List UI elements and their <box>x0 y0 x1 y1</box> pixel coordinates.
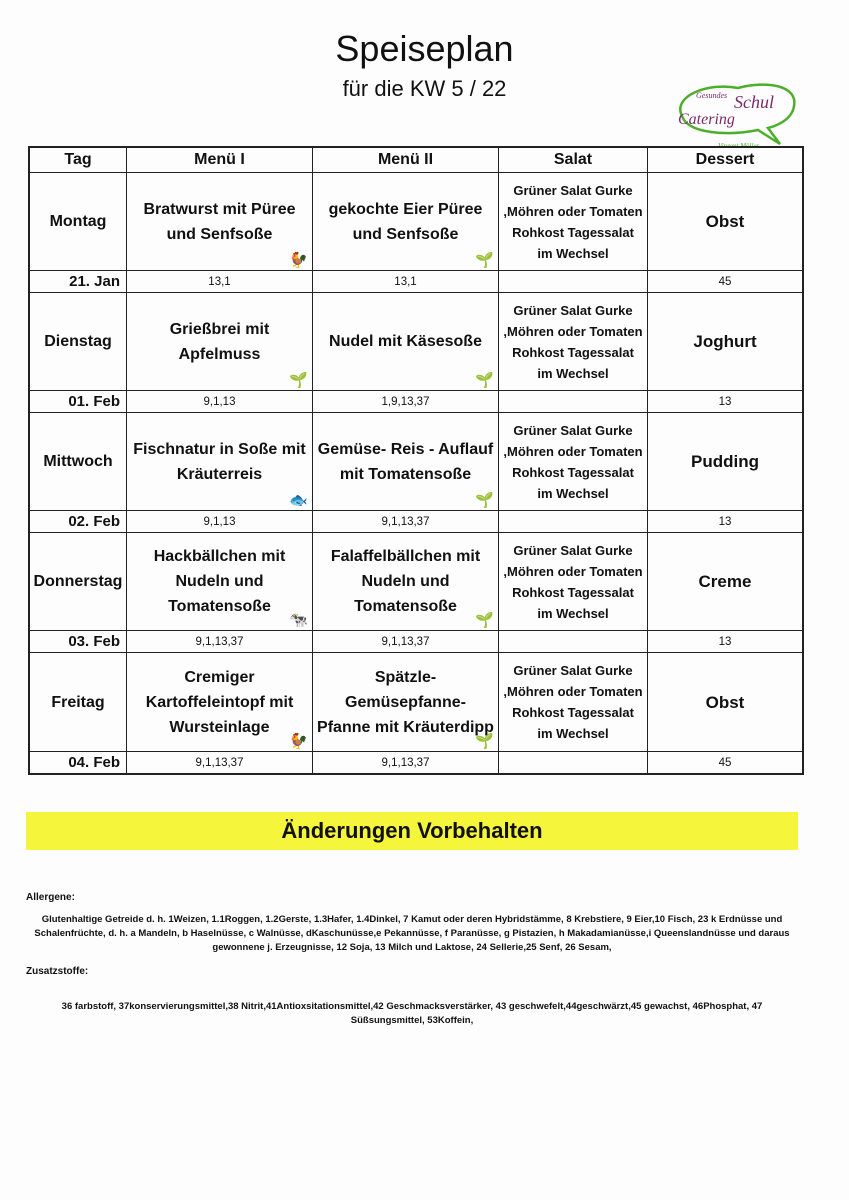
menu1-codes: 9,1,13 <box>127 510 312 532</box>
day-row-friday <box>30 653 802 773</box>
salad-text: Grüner Salat Gurke ,Möhren oder Tomaten Rohkost Tagessalat im Wechsel <box>503 182 643 261</box>
dessert-text: Joghurt <box>693 332 757 351</box>
day-name: Freitag <box>51 693 105 711</box>
page-title: Speiseplan <box>335 28 514 69</box>
svg-text:Gesundes: Gesundes <box>696 91 728 100</box>
salad-text: Grüner Salat Gurke ,Möhren oder Tomaten Rohkost Tagessalat im Wechsel <box>503 302 643 381</box>
salad-codes <box>499 510 647 532</box>
salad-codes <box>499 751 647 773</box>
dessert-text: Creme <box>698 572 752 591</box>
radish-icon: 🌱 <box>475 492 494 509</box>
menu2-dish: Falaffelbällchen mit Nudeln und Tomatensoße 🌱 <box>330 548 494 629</box>
menu1-dish: Bratwurst mit Püree und Senfsoße 🐓 <box>143 200 308 269</box>
menu-table <box>28 146 804 775</box>
menu2-codes: 9,1,13,37 <box>313 751 498 773</box>
table-header <box>30 148 802 173</box>
col-header-day: Tag <box>30 148 127 172</box>
chicken-icon: 🐓 <box>289 733 308 750</box>
col-header-salad: Salat <box>499 148 648 172</box>
menu2-codes: 9,1,13,37 <box>313 510 498 532</box>
menu2-codes: 13,1 <box>313 270 498 292</box>
additives-heading: Zusatzstoffe: <box>26 966 89 977</box>
changes-notice-banner: Änderungen Vorbehalten <box>26 812 798 850</box>
salad-codes <box>499 270 647 292</box>
fish-icon: 🐟 <box>289 492 308 509</box>
salad-text: Grüner Salat Gurke ,Möhren oder Tomaten Rohkost Tagessalat im Wechsel <box>503 663 643 741</box>
day-date: 01. Feb <box>30 390 126 412</box>
menu1-codes: 9,1,13,37 <box>127 751 312 773</box>
catering-logo <box>668 76 800 154</box>
dessert-text: Obst <box>705 212 745 231</box>
menu1-codes: 9,1,13,37 <box>127 630 312 652</box>
menu2-dish: Nudel mit Käsesoße 🌱 <box>329 333 494 389</box>
menu2-dish: gekochte Eier Püree und Senfsoße 🌱 <box>328 200 494 269</box>
dessert-text: Pudding <box>691 452 759 471</box>
col-header-menu1: Menü I <box>127 148 313 172</box>
day-name: Donnerstag <box>33 573 123 590</box>
menu2-codes: 1,9,13,37 <box>313 390 498 412</box>
salad-codes <box>499 630 647 652</box>
allergens-text: Glutenhaltige Getreide d. h. 1Weizen, 1.1Roggen, 1.2Gerste, 1.3Hafer, 1.4Dinkel, 7 Kamut oder deren Hybridstämme, 8 Krebstiere, 9 Eier,10 Fisch, 23 k Erdnüsse und Schalenfrüchte, d. h. a Mandeln, b Haselnüsse, c Walnüsse, dKaschunüsse,e Pekannüsse, f Paranüsse, g Pistazien, h Makadamianüsse,i Queenslandnüsse und daraus gewonnene j. Erzeugnisse, 12 Soja, 13 Milch und Laktose, 24 Sellerie,25 Senf, 26 Sesam, <box>34 914 790 953</box>
radish-icon: 🌱 <box>475 612 494 629</box>
menu1-dish: Hackbällchen mit Nudeln und Tomatensoße 🐄 <box>153 548 308 629</box>
radish-icon: 🌱 <box>475 733 494 750</box>
radish-icon: 🌱 <box>475 372 494 389</box>
svg-text:Catering: Catering <box>678 111 735 128</box>
day-row-tuesday <box>30 293 802 413</box>
allergens-heading: Allergene: <box>26 892 75 903</box>
menu1-dish: Fischnatur in Soße mit Kräuterreis 🐟 <box>133 440 308 509</box>
menu1-dish: Grießbrei mit Apfelmuss 🌱 <box>169 320 308 389</box>
cow-icon: 🐄 <box>289 612 308 629</box>
day-date: 02. Feb <box>30 510 126 532</box>
dessert-codes: 13 <box>648 630 802 652</box>
menu2-codes: 9,1,13,37 <box>313 630 498 652</box>
salad-codes <box>499 390 647 412</box>
dessert-codes: 13 <box>648 390 802 412</box>
salad-text: Grüner Salat Gurke ,Möhren oder Tomaten Rohkost Tagessalat im Wechsel <box>503 422 643 501</box>
col-header-menu2: Menü II <box>313 148 499 172</box>
menu1-codes: 13,1 <box>127 270 312 292</box>
svg-text:Vinzent Möller: Vinzent Möller <box>718 142 760 150</box>
dessert-text: Obst <box>705 692 745 712</box>
day-row-thursday <box>30 533 802 653</box>
day-name: Mittwoch <box>43 453 113 470</box>
dessert-codes: 45 <box>648 270 802 292</box>
menu1-codes: 9,1,13 <box>127 390 312 412</box>
dessert-codes: 13 <box>648 510 802 532</box>
day-date: 03. Feb <box>30 630 126 652</box>
svg-text:Schul: Schul <box>734 92 774 112</box>
chicken-icon: 🐓 <box>289 252 308 269</box>
day-row-monday <box>30 173 802 293</box>
week-subtitle: für die KW 5 / 22 <box>342 76 507 101</box>
salad-text: Grüner Salat Gurke ,Möhren oder Tomaten Rohkost Tagessalat im Wechsel <box>503 542 643 621</box>
day-name: Montag <box>49 213 107 230</box>
col-header-dessert: Dessert <box>695 151 755 168</box>
day-row-wednesday <box>30 413 802 533</box>
radish-icon: 🌱 <box>289 372 308 389</box>
day-date: 04. Feb <box>30 751 126 773</box>
dessert-codes: 45 <box>648 751 802 773</box>
day-date: 21. Jan <box>30 270 126 292</box>
menu2-dish: Gemüse- Reis - Auflauf mit Tomatensoße 🌱 <box>317 440 494 509</box>
menu1-dish: Cremiger Kartoffeleintopf mit Wursteinlage 🐓 <box>145 668 308 750</box>
radish-icon: 🌱 <box>475 252 494 269</box>
menu2-dish: Spätzle- Gemüsepfanne- Pfanne mit Kräuterdipp 🌱 <box>317 668 494 750</box>
additives-text: 36 farbstoff, 37konservierungsmittel,38 Nitrit,41Antioxsitationsmittel,42 Geschmacksverstärker, 43 geschwefelt,44geschwärzt,45 gewachst, 46Phosphat, 47 Süßsungsmittel, 53Koffein, <box>61 1001 763 1026</box>
day-name: Dienstag <box>44 333 112 350</box>
